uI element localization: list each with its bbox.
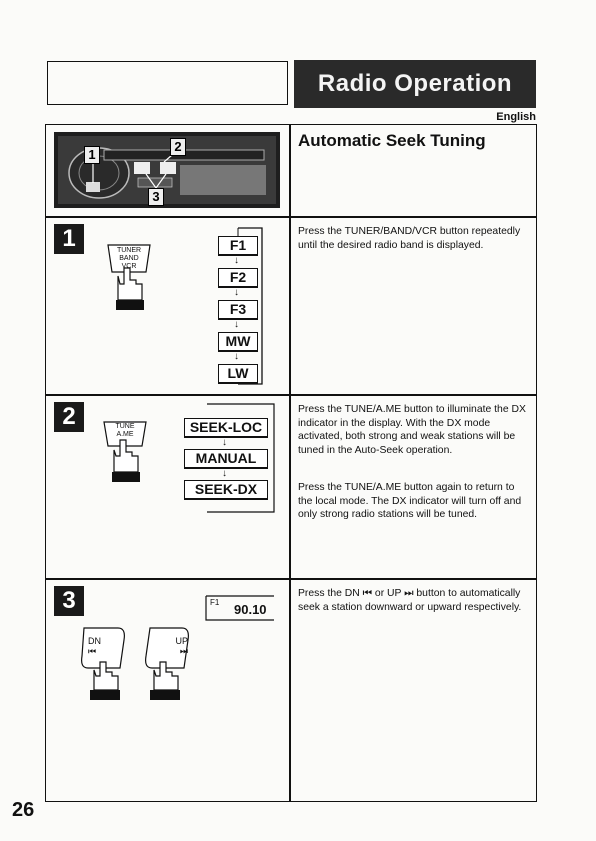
display-box: SEEK-LOC <box>184 418 268 438</box>
section-header-title: Radio Operation <box>294 60 536 108</box>
tuner-band-vcr-button-label: TUNER BAND VCR <box>116 247 142 270</box>
callout-1: 1 <box>84 146 100 164</box>
dn-button-label: DN <box>88 636 101 646</box>
section-title: Automatic Seek Tuning <box>298 131 486 150</box>
step-3-text: Press the DN ⏮ or UP ⏭ button to automatically seek a station downward or upward respectively. <box>298 588 522 613</box>
display-frequency: 90.10 <box>234 602 267 617</box>
display-box: MW <box>218 332 258 352</box>
display-band-label: F1 <box>210 598 220 607</box>
language-label: English <box>496 111 536 123</box>
dn-prev-icon: ⏮ <box>88 646 97 656</box>
display-box: LW <box>218 364 258 384</box>
callout-3: 3 <box>148 188 164 206</box>
page-number: 26 <box>12 799 35 821</box>
step-2-text-1: Press the TUNE/A.ME button to illuminate the DX indicator in the display. With the DX mode activated, both strong and weak stations will be tuned in the Auto-Seek operation. <box>298 404 526 456</box>
up-button-label: UP <box>175 636 188 646</box>
display-box: SEEK-DX <box>184 480 268 500</box>
dn-button[interactable] <box>88 636 120 656</box>
up-button[interactable] <box>160 636 188 656</box>
step-1-badge: 1 <box>54 224 84 254</box>
down-arrow-icon: ↓ <box>234 287 239 298</box>
display-box: MANUAL <box>184 449 268 469</box>
down-arrow-icon: ↓ <box>234 351 239 362</box>
display-box: F3 <box>218 300 258 320</box>
tune-ame-button-label: TUNE A.ME <box>115 423 135 438</box>
down-arrow-icon: ↓ <box>222 468 227 479</box>
step-3-badge: 3 <box>54 586 84 616</box>
step-1-text: Press the TUNER/BAND/VCR button repeatedly until the desired radio band is displayed. <box>298 226 521 251</box>
down-arrow-icon: ↓ <box>234 255 239 266</box>
up-next-icon: ⏭ <box>179 646 188 656</box>
step-2-text-2: Press the TUNE/A.ME button again to return to the local mode. The DX indicator will turn off and only strong radio stations will be tuned. <box>298 482 522 520</box>
down-arrow-icon: ↓ <box>234 319 239 330</box>
step-2-badge: 2 <box>54 402 84 432</box>
display-box: F2 <box>218 268 258 288</box>
down-arrow-icon: ↓ <box>222 437 227 448</box>
display-box: F1 <box>218 236 258 256</box>
callout-2: 2 <box>170 138 186 156</box>
